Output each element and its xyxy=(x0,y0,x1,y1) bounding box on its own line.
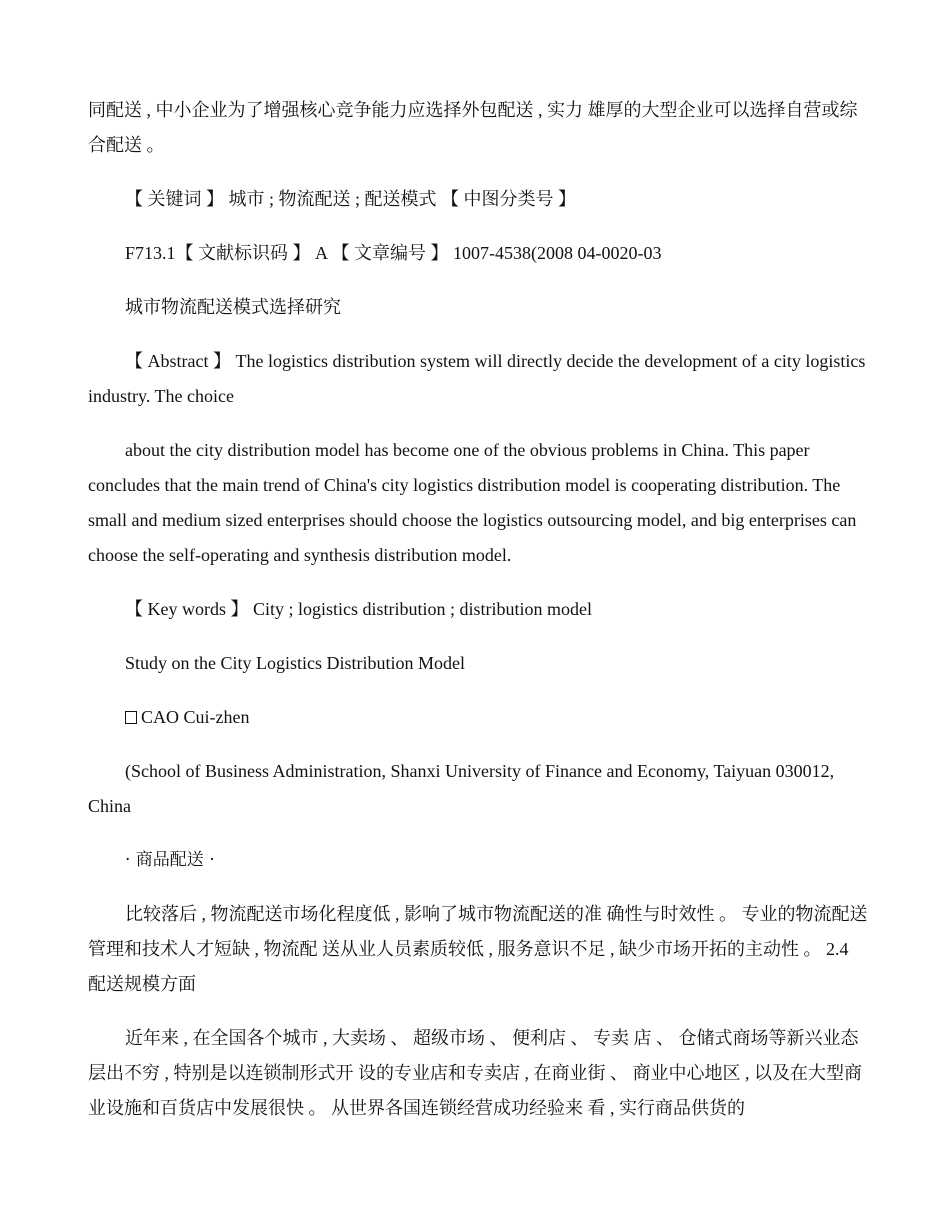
abstract-body: about the city distribution model has become one of the obvious problems in China. This paper concludes that the main trend of China's city logistics distribution model is cooperating distribution. The small and medium sized enterprises should choose the logistics outsourcing model, and big enterprises can choose the self-operating and synthesis distribution model. xyxy=(88,440,857,565)
body-paragraph-2: 近年来 , 在全国各个城市 , 大卖场 、 超级市场 、 便利店 、 专卖 店 、 仓储式商场等新兴业态层出不穷 , 特别是以连锁制形式开 设的专业店和专卖店 , 在商业街 、 商业中心地区 , 以及在大型商 业设施和百货店中发展很快 。 从世界各国连锁经营成功经验来 看 , 实行商品供货的 xyxy=(88,1028,862,1118)
affiliation-line: (School of Business Administration, Shanxi University of Finance and Economy, Taiyuan 030012, China xyxy=(88,761,835,816)
author-line xyxy=(88,700,868,735)
document-page xyxy=(88,93,868,1145)
body-paragraph-1: 比较落后 , 物流配送市场化程度低 , 影响了城市物流配送的准 确性与时效性 。 专业的物流配送管理和技术人才短缺 , 物流配 送从业人员素质较低 , 服务意识不足 , 缺少市场开拓的主动性 。 2.4 配送规模方面 xyxy=(88,904,868,994)
classification-line: F713.1【 文献标识码 】 A 【 文章编号 】 1007-4538(2008 04-0020-03 xyxy=(125,243,662,263)
chinese-title: 城市物流配送模式选择研究 xyxy=(125,297,341,317)
abstract-start: 【 Abstract 】 The logistics distribution system will directly decide the development of a city logistics industry. The choice xyxy=(88,351,866,406)
section-heading: · 商品配送 · xyxy=(125,850,215,870)
keywords-line: 【 关键词 】 城市 ; 物流配送 ; 配送模式 【 中图分类号 】 xyxy=(125,189,576,209)
paragraph-intro-continuation: 同配送 , 中小企业为了增强核心竞争能力应选择外包配送 , 实力 雄厚的大型企业可以选择自营或综合配送 。 xyxy=(88,100,858,155)
square-bullet-icon xyxy=(125,711,137,724)
author-name: CAO Cui-zhen xyxy=(141,707,250,727)
english-keywords: 【 Key words 】 City ; logistics distribution ; distribution model xyxy=(125,599,592,619)
english-title: Study on the City Logistics Distribution Model xyxy=(125,653,466,673)
